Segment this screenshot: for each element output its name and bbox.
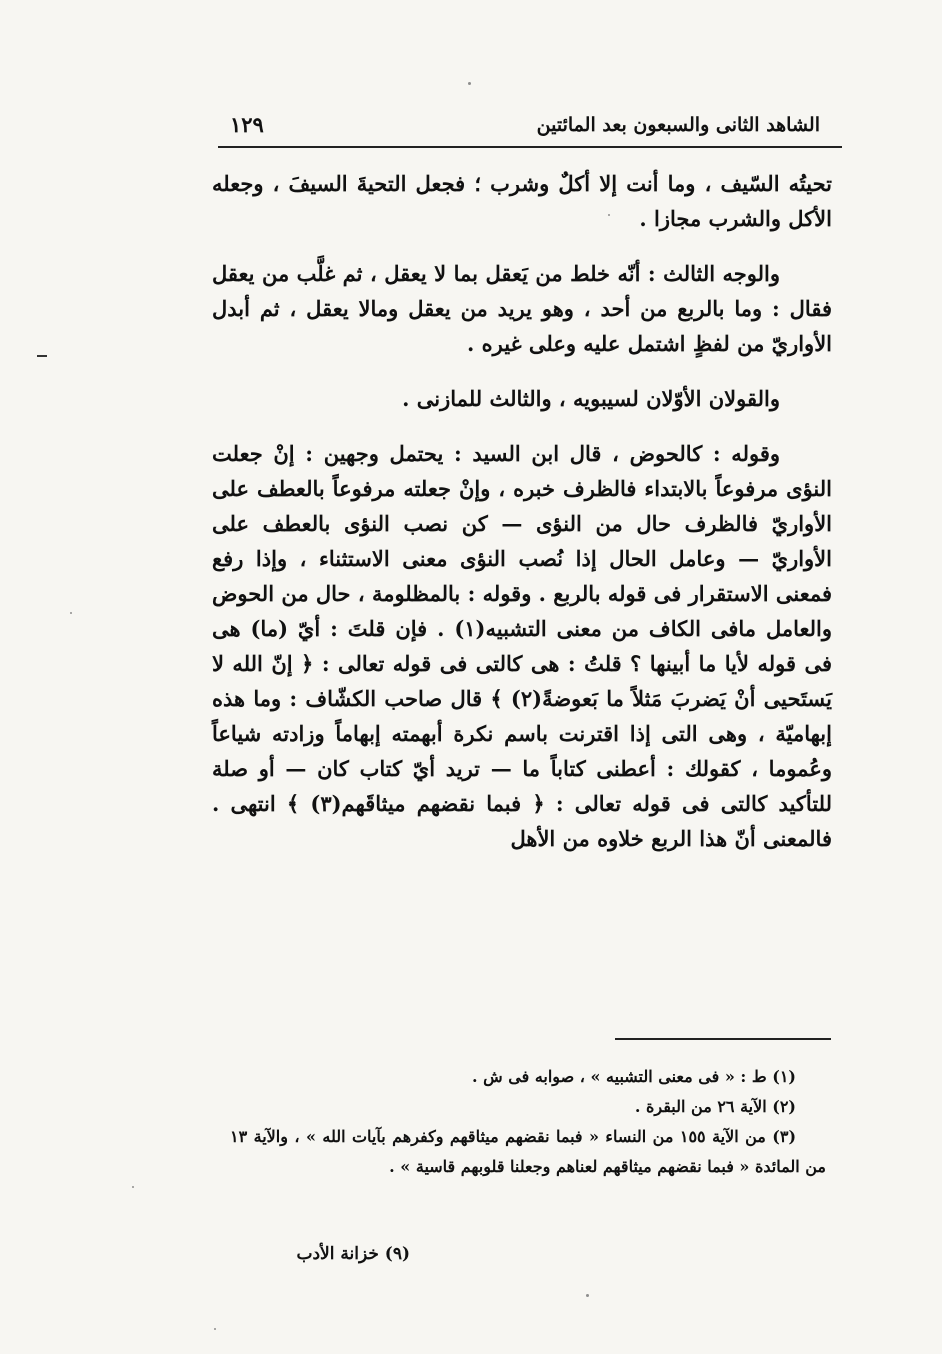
page-header [222, 112, 820, 142]
footnote: (١) ط : « فى معنى التشبيه » ، صوابه فى ش . [472, 1067, 796, 1086]
paragraph: والقولان الأوّلان لسيبويه ، والثالث للمازنى . [402, 386, 780, 411]
footnote: (٢) الآية ٢٦ من البقرة . [634, 1097, 796, 1116]
paragraph: وقوله : كالحوض ، قال ابن السيد : يحتمل وجهين : إنْ جعلت النؤى مرفوعاً بالابتداء فالظرف خبره ، وإنْ جعلته مرفوعاً بالعطف على الأواريّ فالظرف حال من النؤى — كن نصب النؤى بالعطف على الأواريّ — وعامل الحال إذا نُصب النؤى معنى الاستثناء ، وإذا رفع فمعنى الاستقرار فى قوله بالربع . وقوله : بالمظلومة ، حال من الحوض والعامل مافى الكاف من معنى التشبيه(١) . فإن قلتَ : أيّ (ما) هى فى قوله لأيا ما أبينها ؟ قلتُ : هى كالتى فى قوله تعالى : ﴿ إنّ الله لا يَستَحيى أنْ يَضربَ مَثلاً ما بَعوضةً(٢) ﴾ قال صاحب الكشّاف : وما هذه إبهاميّة ، وهى التى إذا اقترنت باسم نكرة أبهمته إبهاماً وزادته شياعاً وعُموما ، كقولك : أعطنى كتاباً ما — تريد أيّ كتاب كان — أو صلة للتأكيد كالتى فى قوله تعالى : ﴿ فبما نقضهم ميثاقَهم(٣) ﴾ انتهى . فالمعنى أنّ هذا الربع خلاوه من الأهل [212, 441, 833, 851]
page-number: ١٢٩ [230, 112, 264, 137]
scan-speck [608, 214, 610, 216]
footnotes [230, 1062, 826, 1182]
scan-edge-mark [37, 355, 47, 357]
scan-speck [132, 1186, 134, 1188]
main-text [212, 166, 832, 876]
paragraph: والوجه الثالث : أنّه خلط من يَعقل بما لا يعقل ، ثم غلَّب من يعقل فقال : وما بالربع من أحد ، وهو يريد من يعقل ومالا يعقل ، ثم أبدل الأواريّ من لفظٍ اشتمل عليه وعلى غيره . [212, 261, 832, 356]
running-title: الشاهد الثانى والسبعون بعد المائتين [536, 114, 820, 136]
paragraph: تحيتُه السّيف ، وما أنت إلا أكلٌ وشرب ؛ فجعل التحيةَ السيفَ ، وجعله الأكل والشرب مجازا . [212, 171, 832, 231]
scan-speck [586, 1294, 589, 1297]
scan-speck [468, 82, 471, 85]
header-rule [218, 146, 842, 148]
scan-speck [214, 1328, 216, 1330]
footnote: (٣) من الآية ١٥٥ من النساء « فبما نقضهم ميثاقهم وكفرهم بآيات الله » ، والآية ١٣ من المائدة « فبما نقضهم ميثاقهم لعناهم وجعلنا قلوبهم قاسية » . [230, 1127, 826, 1176]
scan-speck [70, 612, 72, 614]
signature-line: (٩) خزانة الأدب [296, 1244, 410, 1264]
footnote-rule [615, 1038, 831, 1040]
